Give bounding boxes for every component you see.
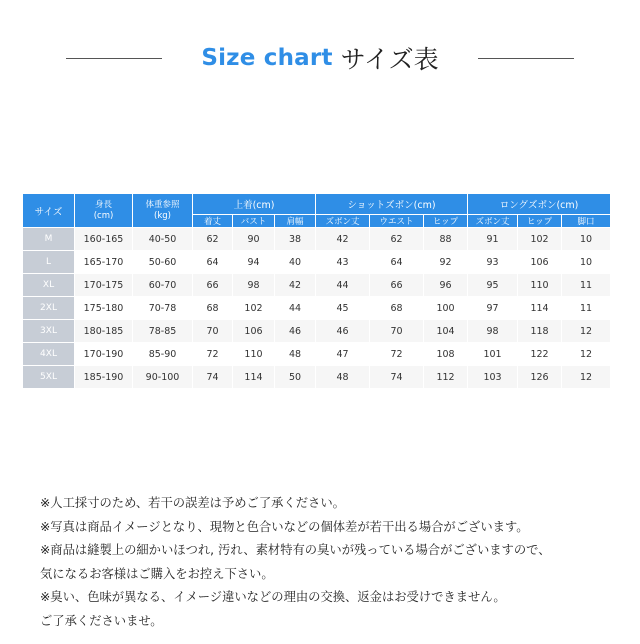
table-cell: 175-180: [75, 297, 133, 320]
table-cell: 185-190: [75, 366, 133, 389]
table-cell: 62: [370, 228, 424, 251]
table-cell: 104: [424, 320, 468, 343]
table-cell: 40-50: [133, 228, 193, 251]
table-cell: 66: [193, 274, 233, 297]
header-sub: ズボン丈: [316, 215, 370, 228]
header-sub: ヒップ: [518, 215, 562, 228]
size-cell: 3XL: [23, 320, 75, 343]
table-row: [23, 228, 611, 251]
table-cell: 62: [193, 228, 233, 251]
size-cell: XL: [23, 274, 75, 297]
table-cell: 38: [275, 228, 316, 251]
table-cell: 50: [275, 366, 316, 389]
table-cell: 93: [468, 251, 518, 274]
table-row: [23, 366, 611, 389]
table-cell: 90-100: [133, 366, 193, 389]
size-cell: 2XL: [23, 297, 75, 320]
table-cell: 98: [468, 320, 518, 343]
table-cell: 94: [233, 251, 275, 274]
table-row: [23, 320, 611, 343]
table-cell: 60-70: [133, 274, 193, 297]
header-sub: ズボン丈: [468, 215, 518, 228]
note-line: ※写真は商品イメージとなり、現物と色合いなどの個体差が若干出る場合がございます。: [40, 519, 529, 534]
table-cell: 126: [518, 366, 562, 389]
table-cell: 114: [518, 297, 562, 320]
table-cell: 102: [518, 228, 562, 251]
table-cell: 100: [424, 297, 468, 320]
table-cell: 42: [316, 228, 370, 251]
table-cell: 106: [518, 251, 562, 274]
table-cell: 72: [370, 343, 424, 366]
note-line: ※商品は縫製上の細かいほつれ, 汚れ、素材特有の臭いが残っている場合がございますので、: [40, 543, 551, 557]
size-cell: L: [23, 251, 75, 274]
table-cell: 11: [562, 274, 611, 297]
table-cell: 12: [562, 343, 611, 366]
size-chart-table: [22, 193, 611, 389]
table-cell: 10: [562, 228, 611, 251]
table-cell: 46: [316, 320, 370, 343]
table-cell: 103: [468, 366, 518, 389]
table-cell: 11: [562, 297, 611, 320]
table-cell: 64: [193, 251, 233, 274]
table-cell: 68: [370, 297, 424, 320]
table-cell: 45: [316, 297, 370, 320]
header-size: サイズ: [23, 194, 75, 228]
table-cell: 70-78: [133, 297, 193, 320]
table-cell: 44: [275, 297, 316, 320]
table-cell: 68: [193, 297, 233, 320]
table-cell: 85-90: [133, 343, 193, 366]
table-cell: 122: [518, 343, 562, 366]
header-weight: [133, 194, 193, 228]
table-cell: 106: [233, 320, 275, 343]
table-row: [23, 297, 611, 320]
table-cell: 112: [424, 366, 468, 389]
table-cell: 110: [233, 343, 275, 366]
table-cell: 170-175: [75, 274, 133, 297]
table-cell: 97: [468, 297, 518, 320]
table-cell: 43: [316, 251, 370, 274]
table-cell: 101: [468, 343, 518, 366]
table-cell: 160-165: [75, 228, 133, 251]
table-cell: 110: [518, 274, 562, 297]
table-row: [23, 251, 611, 274]
table-cell: 40: [275, 251, 316, 274]
header-group-shorts: ショットズボン(cm): [316, 194, 468, 215]
table-cell: 46: [275, 320, 316, 343]
title-divider-right: [478, 58, 574, 59]
table-cell: 118: [518, 320, 562, 343]
table-cell: 114: [233, 366, 275, 389]
table-cell: 64: [370, 251, 424, 274]
table-cell: 72: [193, 343, 233, 366]
note-line: ご了承くださいませ。: [40, 613, 163, 628]
notes: [40, 492, 630, 633]
note-line: ※臭い、色味が異なる、イメージ違いなどの理由の交換、返金はお受けできません。: [40, 590, 506, 604]
header-sub: 脚口: [562, 215, 611, 228]
table-cell: 50-60: [133, 251, 193, 274]
table-cell: 88: [424, 228, 468, 251]
table-cell: 42: [275, 274, 316, 297]
table-cell: 70: [193, 320, 233, 343]
table-cell: 170-190: [75, 343, 133, 366]
note-line: 気になるお客様はご購入をお控え下さい。: [40, 566, 274, 581]
table-cell: 44: [316, 274, 370, 297]
table-cell: 48: [316, 366, 370, 389]
table-cell: 102: [233, 297, 275, 320]
header-group-top: 上着(cm): [193, 194, 316, 215]
size-cell: 5XL: [23, 366, 75, 389]
header-height-text: 身長 (cm): [93, 199, 114, 221]
header-sub: ヒップ: [424, 215, 468, 228]
title-japanese: サイズ表: [340, 45, 439, 74]
header-weight-text: 体重参照 (kg): [145, 199, 180, 221]
table-cell: 108: [424, 343, 468, 366]
header-height: [75, 194, 133, 228]
table-cell: 95: [468, 274, 518, 297]
size-cell: M: [23, 228, 75, 251]
table-cell: 91: [468, 228, 518, 251]
table-cell: 10: [562, 251, 611, 274]
table-cell: 165-170: [75, 251, 133, 274]
table-row: [23, 343, 611, 366]
header-sub: バスト: [233, 215, 275, 228]
table-cell: 74: [193, 366, 233, 389]
title-english: Size chart: [201, 45, 333, 71]
table-cell: 66: [370, 274, 424, 297]
table-cell: 12: [562, 366, 611, 389]
table-cell: 70: [370, 320, 424, 343]
table-cell: 47: [316, 343, 370, 366]
table-cell: 180-185: [75, 320, 133, 343]
table-cell: 78-85: [133, 320, 193, 343]
table-cell: 96: [424, 274, 468, 297]
note-line: ※人工採寸のため、若干の誤差は予めご了承ください。: [40, 496, 345, 510]
header-sub: ウエスト: [370, 215, 424, 228]
header-group-long: ロングズボン(cm): [468, 194, 611, 215]
title-row: [0, 38, 640, 78]
table-cell: 12: [562, 320, 611, 343]
table-cell: 74: [370, 366, 424, 389]
header-sub: 肩幅: [275, 215, 316, 228]
table-row: [23, 274, 611, 297]
table-cell: 90: [233, 228, 275, 251]
table-cell: 92: [424, 251, 468, 274]
size-cell: 4XL: [23, 343, 75, 366]
table-cell: 98: [233, 274, 275, 297]
header-sub: 着丈: [193, 215, 233, 228]
table-cell: 48: [275, 343, 316, 366]
